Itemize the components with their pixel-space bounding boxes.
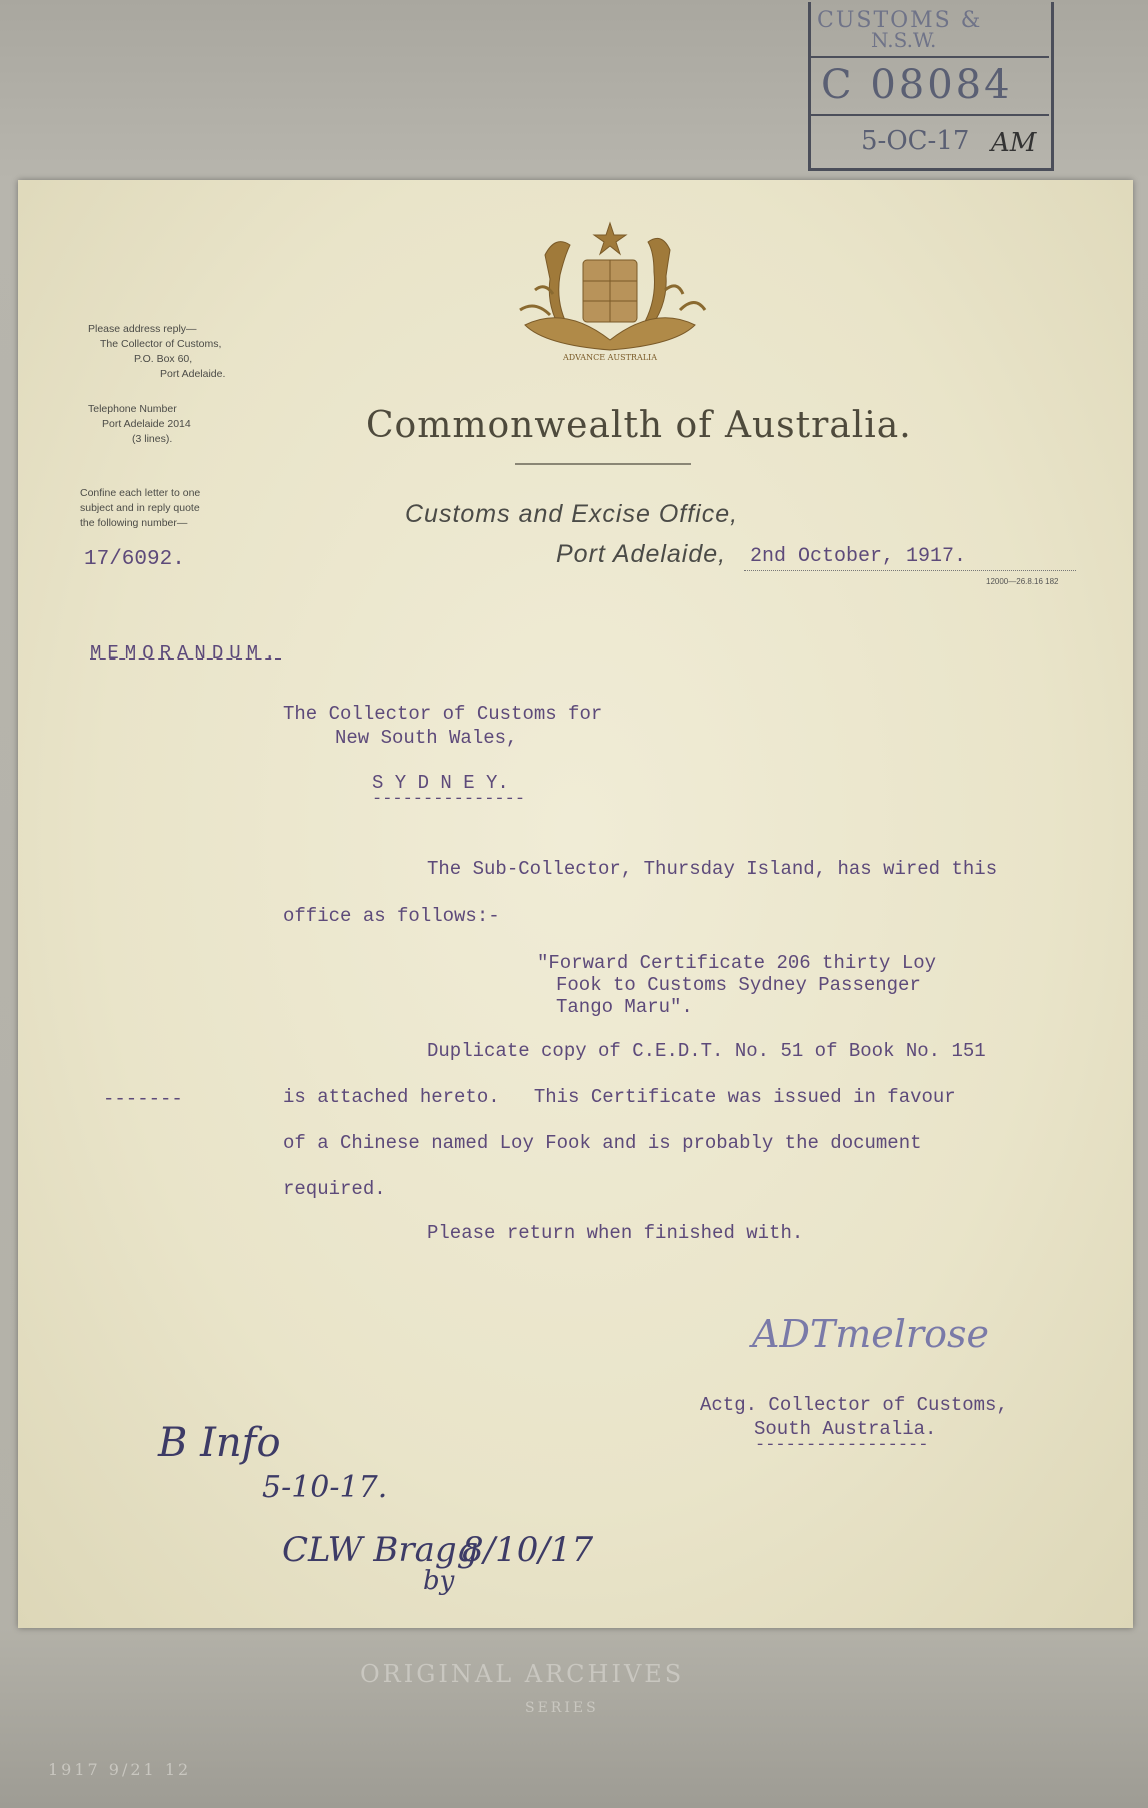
stamp-line1: CUSTOMS & — [817, 8, 983, 33]
memo-heading: MEMORANDUM. — [90, 642, 282, 664]
handwritten-note-date: 8/10/17 — [462, 1530, 594, 1570]
office-name: Customs and Excise Office, — [405, 500, 739, 528]
date-dotted-line — [744, 570, 1076, 571]
office-place: Port Adelaide, — [556, 540, 727, 568]
addressee-line: New South Wales, — [335, 727, 518, 749]
stamp-date: 5-OC-17 — [861, 126, 970, 156]
reply-line: The Collector of Customs, — [100, 338, 222, 350]
stamp-initials: AM — [991, 128, 1037, 158]
reply-instructions — [80, 486, 200, 531]
reply-address-block — [88, 322, 225, 382]
quoted-telegram-line: Fook to Customs Sydney Passenger — [556, 974, 921, 996]
handwritten-signature: ADTmelrose — [752, 1312, 989, 1356]
paragraph-line: of a Chinese named Loy Fook and is probably the document — [283, 1132, 922, 1154]
faded-archive-text: ORIGINAL ARCHIVES — [360, 1660, 685, 1688]
stamp-number: C 08084 — [821, 62, 1013, 108]
signatory-title: Actg. Collector of Customs, — [700, 1394, 1008, 1416]
handwritten-note: B Info — [158, 1420, 281, 1466]
handwritten-note-by: by — [423, 1566, 455, 1596]
paragraph-line: required. — [283, 1178, 386, 1200]
reply-line: Port Adelaide. — [160, 368, 226, 380]
instruction-line: the following number— — [80, 517, 188, 529]
telephone-label: Telephone Number — [88, 403, 177, 415]
margin-dashes: ------- — [103, 1088, 183, 1110]
handwritten-note: CLW Bragg — [282, 1530, 479, 1570]
title-rule — [515, 463, 691, 465]
customs-received-stamp — [808, 2, 1054, 171]
faded-archive-text: 1917 9/21 12 — [48, 1760, 192, 1779]
stamp-header — [811, 2, 1049, 58]
instruction-line: Confine each letter to one — [80, 487, 201, 499]
letterhead-title: Commonwealth of Australia. — [366, 405, 912, 446]
city-underline: --------------- — [372, 790, 526, 809]
instruction-line: subject and in reply quote — [80, 502, 200, 514]
addressee-city: S Y D N E Y. — [372, 772, 509, 794]
signatory-title: South Australia. — [754, 1418, 937, 1440]
paragraph-line: office as follows:- — [283, 905, 500, 927]
faded-archive-text: SERIES — [525, 1700, 599, 1716]
svg-text:ADVANCE AUSTRALIA: ADVANCE AUSTRALIA — [563, 353, 657, 362]
telephone-number: Port Adelaide 2014 — [102, 418, 191, 430]
stamp-divider — [811, 114, 1049, 116]
paragraph-line: The Sub-Collector, Thursday Island, has wired this — [427, 858, 998, 880]
paragraph-line: is attached hereto. This Certificate was issued in favour — [283, 1086, 956, 1108]
stamp-line2: N.S.W. — [871, 28, 937, 52]
addressee-line: The Collector of Customs for — [283, 703, 603, 725]
telephone-block — [88, 402, 191, 447]
reference-number: 17/6092. — [84, 548, 185, 571]
paragraph-line: Duplicate copy of C.E.D.T. No. 51 of Book No. 151 — [427, 1040, 986, 1062]
letter-date: 2nd October, 1917. — [750, 545, 967, 568]
quoted-telegram-line: Tango Maru". — [556, 996, 693, 1018]
quoted-telegram-line: "Forward Certificate 206 thirty Loy — [537, 952, 937, 974]
reply-line: P.O. Box 60, — [134, 353, 193, 365]
coat-of-arms-emblem — [505, 215, 715, 365]
telephone-lines: (3 lines). — [132, 433, 173, 445]
paragraph-line: Please return when finished with. — [427, 1222, 804, 1244]
print-code: 12000—26.8.16 182 — [986, 577, 1059, 586]
signatory-underline: ----------------- — [755, 1436, 929, 1455]
handwritten-note-date: 5-10-17. — [262, 1470, 388, 1505]
reply-label: Please address reply— — [88, 323, 197, 335]
